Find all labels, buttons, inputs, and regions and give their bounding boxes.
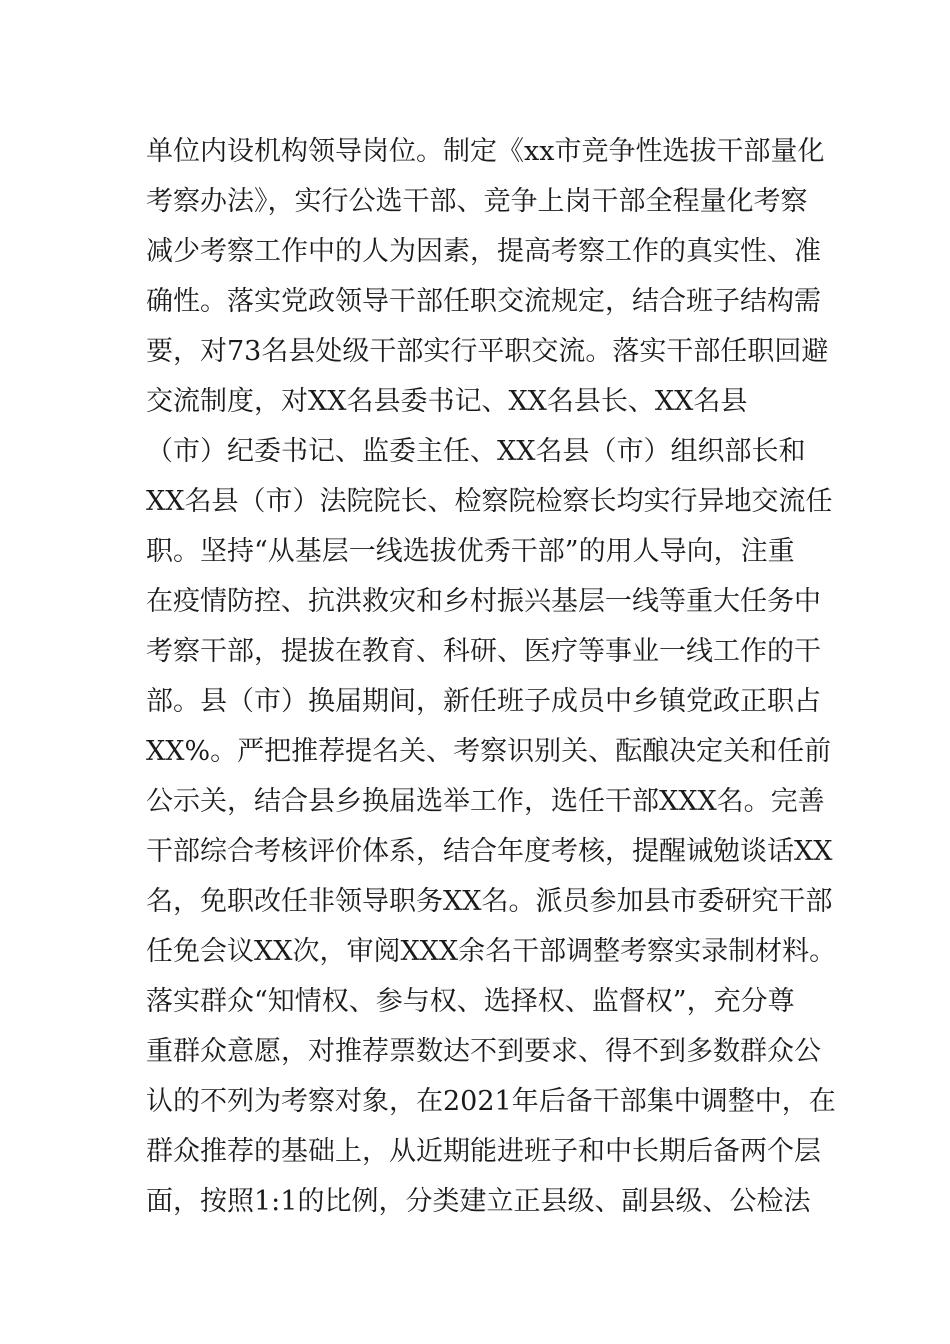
text-line: 交流制度，对XX名县委书记、XX名县长、XX名县 xyxy=(146,386,748,417)
text-line: 单位内设机构领导岗位。制定《xx市竞争性选拔干部量化 xyxy=(146,136,825,167)
text-line: 认的不列为考察对象，在2021年后备干部集中调整中，在 xyxy=(146,1086,836,1117)
text-line: 确性。落实党政领导干部任职交流规定，结合班子结构需 xyxy=(146,286,821,317)
body-paragraph xyxy=(146,127,946,1227)
text-line: 减少考察工作中的人为因素，提高考察工作的真实性、准 xyxy=(146,236,821,267)
text-line: 名，免职改任非领导职务XX名。派员参加县市委研究干部 xyxy=(146,886,833,917)
text-line: 任免会议XX次，审阅XXX余名干部调整考察实录制材料。 xyxy=(146,936,837,967)
text-line: 干部综合考核评价体系，结合年度考核，提醒诫勉谈话XX xyxy=(146,836,833,867)
text-line: XX%。严把推荐提名关、考察识别关、酝酿决定关和任前 xyxy=(146,736,832,767)
text-line: 在疫情防控、抗洪救灾和乡村振兴基层一线等重大任务中 xyxy=(146,586,821,617)
text-line: 重群众意愿，对推荐票数达不到要求、得不到多数群众公 xyxy=(146,1036,821,1067)
text-line: 部。县（市）换届期间，新任班子成员中乡镇党政正职占 xyxy=(146,686,821,717)
text-line: XX名县（市）法院院长、检察院检察长均实行异地交流任 xyxy=(146,486,833,517)
text-line: （市）纪委书记、监委主任、XX名县（市）组织部长和 xyxy=(146,436,806,467)
text-line: 考察干部，提拔在教育、科研、医疗等事业一线工作的干 xyxy=(146,636,821,667)
text-line: 要，对73名县处级干部实行平职交流。落实干部任职回避 xyxy=(146,336,829,367)
text-line: 考察办法》，实行公选干部、竞争上岗干部全程量化考察 xyxy=(146,186,808,217)
text-line: 职。坚持“从基层一线选拔优秀干部”的用人导向，注重 xyxy=(146,536,795,567)
text-line: 面，按照1:1的比例，分类建立正县级、副县级、公检法 xyxy=(146,1186,811,1217)
text-line: 群众推荐的基础上，从近期能进班子和中长期后备两个层 xyxy=(146,1136,821,1167)
text-line: 公示关，结合县乡换届选举工作，选任干部XXX名。完善 xyxy=(146,786,825,817)
text-line: 落实群众“知情权、参与权、选择权、监督权”，充分尊 xyxy=(146,986,795,1017)
